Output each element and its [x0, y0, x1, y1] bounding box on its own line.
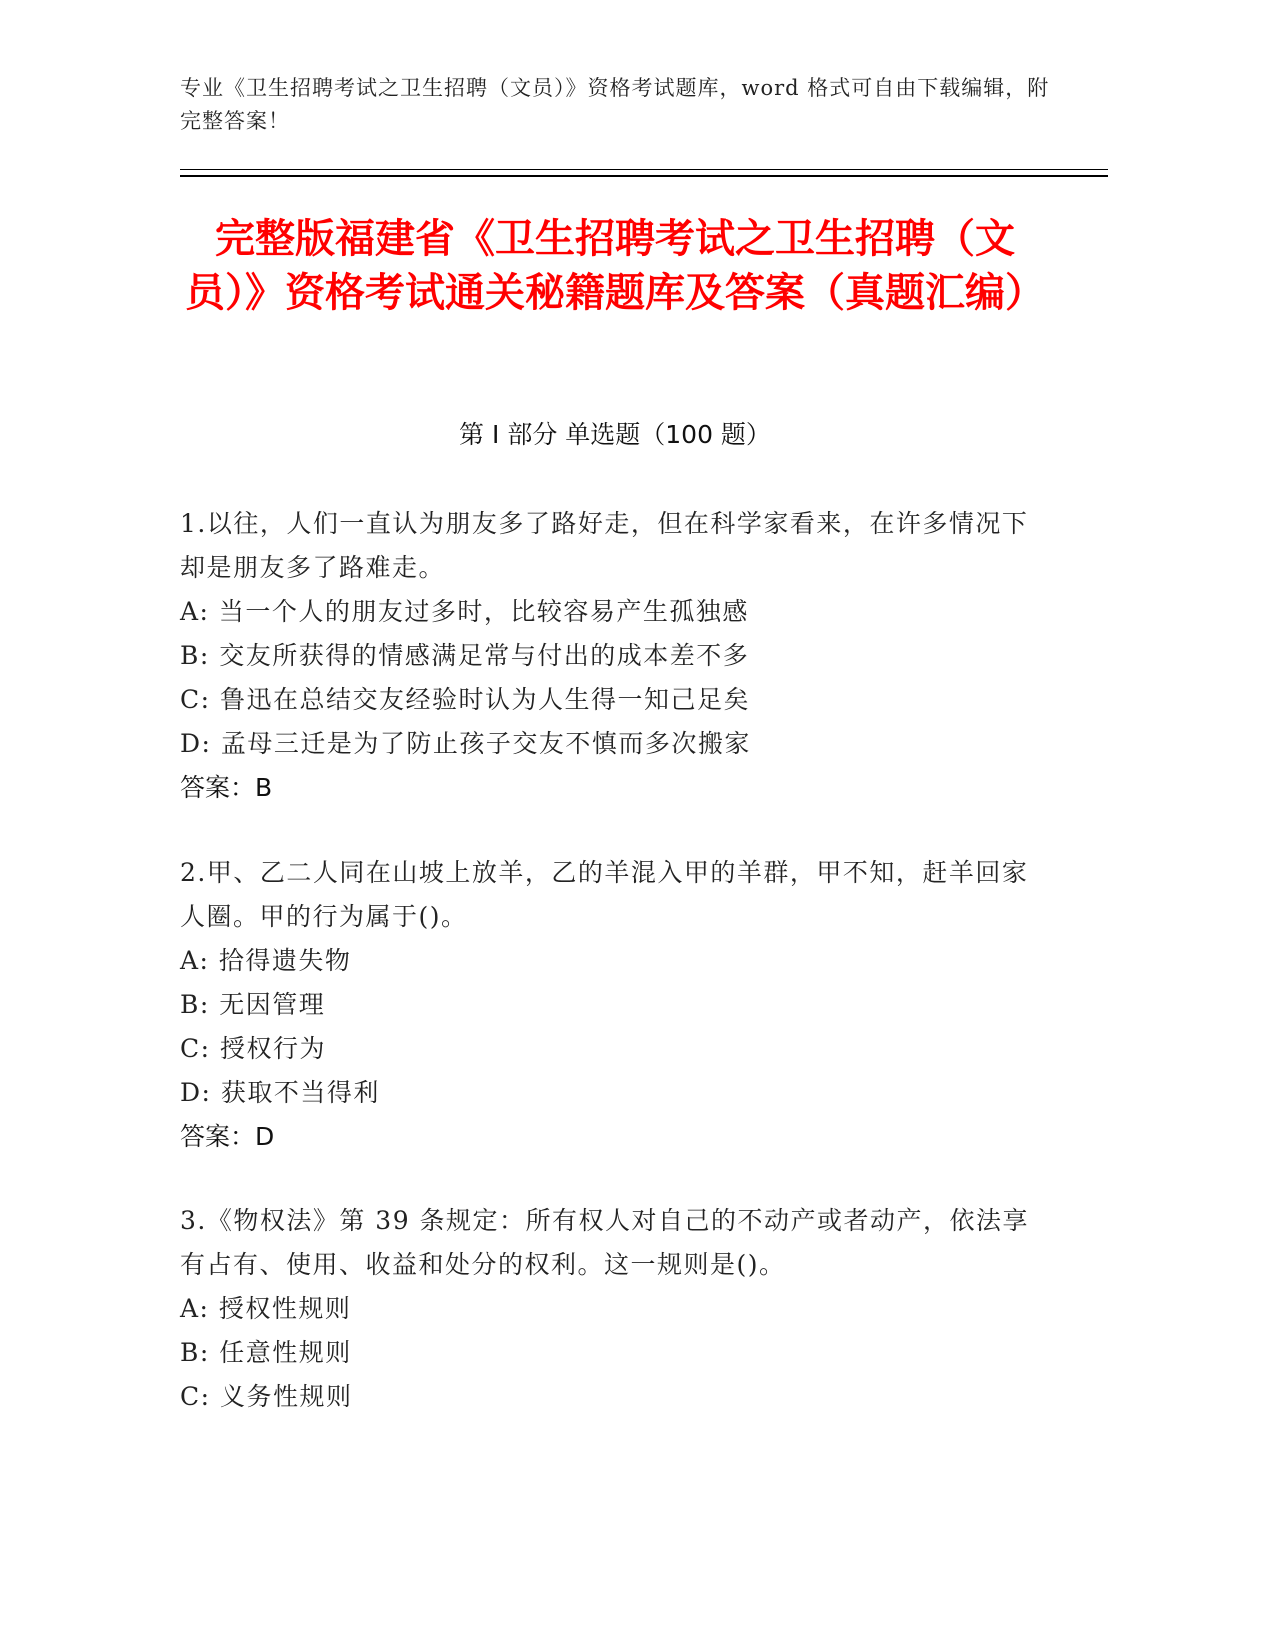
option-b: B: 任意性规则 — [180, 1338, 352, 1367]
option-d: D: 孟母三迁是为了防止孩子交友不慎而多次搬家 — [180, 729, 751, 758]
question-item — [180, 1199, 1040, 1419]
document-title: 完整版福建省《卫生招聘考试之卫生招聘（文员）》资格考试通关秘籍题库及答案（真题汇编） — [185, 216, 1045, 316]
header-note: 专业《卫生招聘考试之卫生招聘（文员）》资格考试题库，word 格式可自由下载编辑，附完整答案！ — [180, 76, 1050, 133]
option-c: C: 授权行为 — [180, 1034, 326, 1063]
header-divider-thick — [180, 175, 1108, 177]
option-b: B: 交友所获得的情感满足常与付出的成本差不多 — [180, 641, 750, 670]
option-a: A: 授权性规则 — [180, 1294, 352, 1323]
answer-line: 答案：D — [180, 1122, 275, 1151]
option-b: B: 无因管理 — [180, 990, 326, 1019]
option-a: A: 当一个人的朋友过多时，比较容易产生孤独感 — [180, 597, 749, 626]
option-c: C: 鲁迅在总结交友经验时认为人生得一知己足矣 — [180, 685, 750, 714]
header-divider-thin — [180, 169, 1108, 170]
option-a: A: 拾得遗失物 — [180, 946, 352, 975]
question-stem: 3.《物权法》第 39 条规定：所有权人对自己的不动产或者动产，依法享有占有、使用、收益和处分的权利。这一规则是()。 — [180, 1206, 1030, 1279]
option-c: C: 义务性规则 — [180, 1382, 353, 1411]
question-item — [180, 502, 1040, 810]
question-item — [180, 851, 1040, 1159]
section-heading: 第 I 部分 单选题（100 题） — [459, 420, 771, 449]
question-stem: 2.甲、乙二人同在山坡上放羊，乙的羊混入甲的羊群，甲不知，赶羊回家人圈。甲的行为属于()。 — [180, 858, 1029, 931]
answer-line: 答案：B — [180, 773, 273, 802]
option-d: D: 获取不当得利 — [180, 1078, 380, 1107]
question-stem: 1.以往，人们一直认为朋友多了路好走，但在科学家看来，在许多情况下却是朋友多了路难走。 — [180, 509, 1029, 582]
